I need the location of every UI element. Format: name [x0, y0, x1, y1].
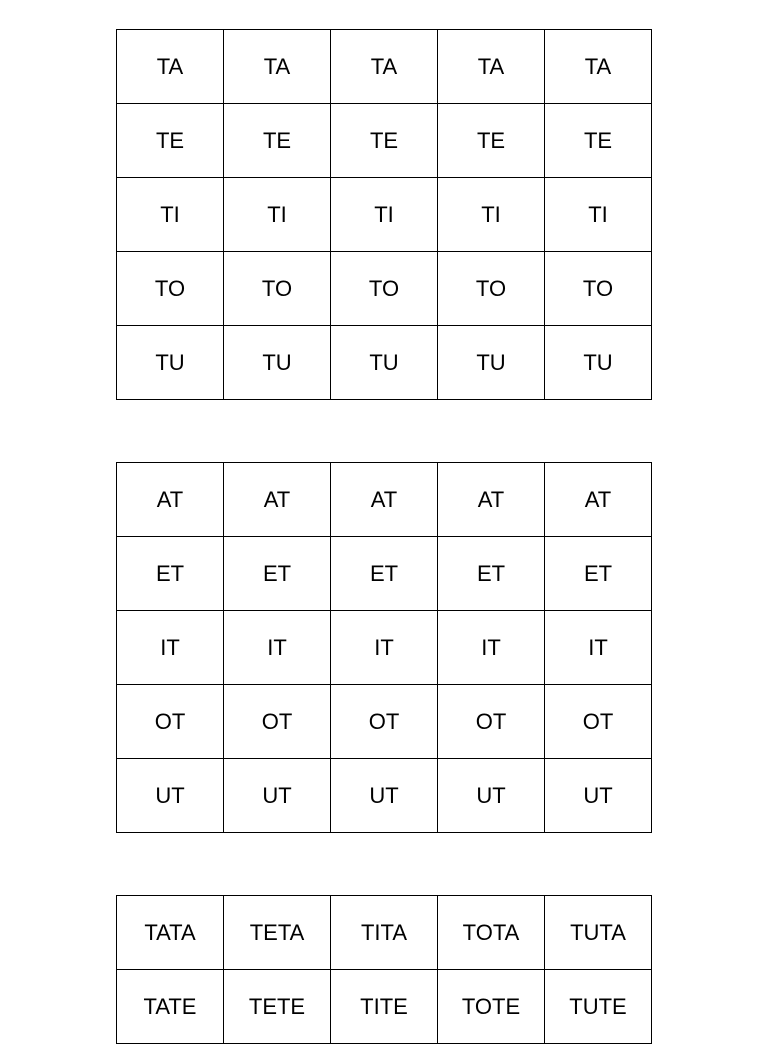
syllable-cell: TU [545, 326, 652, 400]
syllable-cell: ET [545, 537, 652, 611]
syllable-cell: UT [545, 759, 652, 833]
table-row [117, 611, 652, 685]
syllable-cell: IT [438, 611, 545, 685]
syllable-cell: TU [117, 326, 224, 400]
syllable-cell: TA [224, 30, 331, 104]
syllable-cell: TA [117, 30, 224, 104]
syllable-cell: TO [224, 252, 331, 326]
table-row [117, 970, 652, 1044]
syllable-cell: TITE [331, 970, 438, 1044]
syllable-cell: TETE [224, 970, 331, 1044]
syllable-cell: TE [545, 104, 652, 178]
syllable-cell: TI [545, 178, 652, 252]
syllable-cell: TU [331, 326, 438, 400]
syllable-cell: TI [224, 178, 331, 252]
syllable-cell: OT [438, 685, 545, 759]
syllable-cell: AT [438, 463, 545, 537]
syllable-cell: TI [438, 178, 545, 252]
syllable-grid-words [116, 895, 652, 1044]
table-row [117, 537, 652, 611]
syllable-cell: AT [117, 463, 224, 537]
table-row [117, 759, 652, 833]
syllable-cell: OT [224, 685, 331, 759]
syllable-cell: UT [224, 759, 331, 833]
syllable-cell: ET [438, 537, 545, 611]
syllable-cell: TE [117, 104, 224, 178]
syllable-cell: IT [545, 611, 652, 685]
syllable-cell: TA [331, 30, 438, 104]
syllable-cell: ET [331, 537, 438, 611]
table-row [117, 104, 652, 178]
syllable-cell: OT [117, 685, 224, 759]
syllable-cell: TI [331, 178, 438, 252]
syllable-cell: TETA [224, 896, 331, 970]
table-row [117, 463, 652, 537]
syllable-cell: TU [224, 326, 331, 400]
syllable-cell: TO [438, 252, 545, 326]
syllable-cell: TUTE [545, 970, 652, 1044]
syllable-cell: AT [224, 463, 331, 537]
syllable-grid-ta [116, 29, 652, 400]
syllable-cell: ET [117, 537, 224, 611]
syllable-cell: TITA [331, 896, 438, 970]
syllable-cell: TE [438, 104, 545, 178]
syllable-cell: TO [331, 252, 438, 326]
syllable-cell: OT [331, 685, 438, 759]
table-row [117, 252, 652, 326]
syllable-cell: TUTA [545, 896, 652, 970]
syllable-cell: AT [331, 463, 438, 537]
table-row [117, 896, 652, 970]
syllable-cell: TOTE [438, 970, 545, 1044]
syllable-cell: AT [545, 463, 652, 537]
syllable-cell: TE [331, 104, 438, 178]
syllable-cell: UT [438, 759, 545, 833]
syllable-cell: TOTA [438, 896, 545, 970]
syllable-cell: UT [117, 759, 224, 833]
syllable-cell: OT [545, 685, 652, 759]
syllable-cell: TU [438, 326, 545, 400]
syllable-cell: TO [545, 252, 652, 326]
table-row [117, 685, 652, 759]
syllable-cell: TA [545, 30, 652, 104]
syllable-cell: IT [331, 611, 438, 685]
syllable-cell: ET [224, 537, 331, 611]
syllable-cell: TE [224, 104, 331, 178]
syllable-cell: TATA [117, 896, 224, 970]
table-row [117, 178, 652, 252]
syllable-grid-at [116, 462, 652, 833]
syllable-cell: IT [224, 611, 331, 685]
syllable-cell: TATE [117, 970, 224, 1044]
syllable-cell: TA [438, 30, 545, 104]
table-row [117, 30, 652, 104]
syllable-cell: UT [331, 759, 438, 833]
syllable-cell: TO [117, 252, 224, 326]
table-row [117, 326, 652, 400]
syllable-cell: IT [117, 611, 224, 685]
syllable-cell: TI [117, 178, 224, 252]
